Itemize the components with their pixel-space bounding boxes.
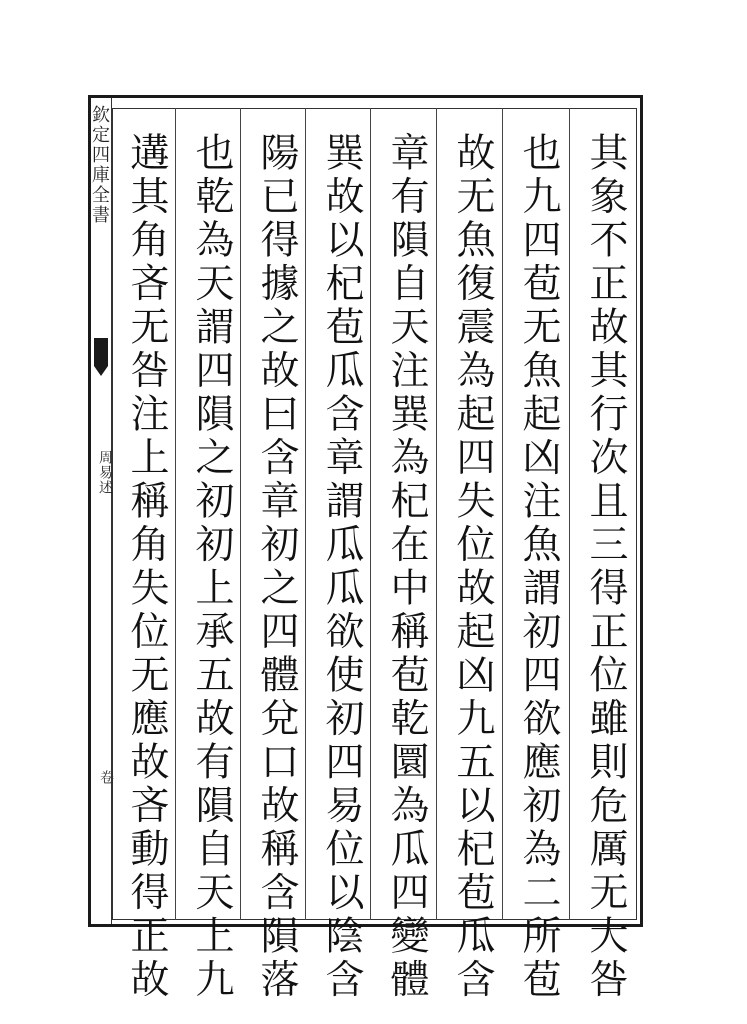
column-rule <box>240 108 241 920</box>
text-column-1: 其象不正故其行次且三得正位雖則危厲无大咎 <box>583 132 628 1002</box>
folio-mark: 卷 <box>98 770 114 784</box>
text-column-2: 也九四苞无魚起凶注魚謂初四欲應初為二所苞 <box>516 132 561 1002</box>
column-rule <box>370 108 371 920</box>
column-rule <box>569 108 570 920</box>
column-rule <box>305 108 306 920</box>
text-column-3: 故无魚復震為起四失位故起凶九五以杞苞瓜含 <box>450 132 495 1002</box>
text-column-7: 也乾為天謂四隕之初初上承五故有隕自天上九 <box>189 132 234 1002</box>
text-column-4: 章有隕自天注巽為杞在中稱苞乾圜為瓜四變體 <box>384 132 429 1002</box>
margin-book-name: 周易述 <box>97 450 113 495</box>
column-rule <box>502 108 503 920</box>
text-column-8: 遘其角吝无咎注上稱角失位无應故吝動得正故 <box>124 132 169 1002</box>
column-rule <box>436 108 437 920</box>
text-column-5: 巽故以杞苞瓜含章謂瓜瓜欲使初四易位以陰含 <box>319 132 364 1002</box>
column-rule <box>175 108 176 920</box>
text-column-6: 陽已得據之故曰含章初之四體兌口故稱含隕落 <box>254 132 299 1002</box>
running-title: 欽定四庫全書 <box>89 105 110 225</box>
fish-tail-mark <box>94 338 108 366</box>
